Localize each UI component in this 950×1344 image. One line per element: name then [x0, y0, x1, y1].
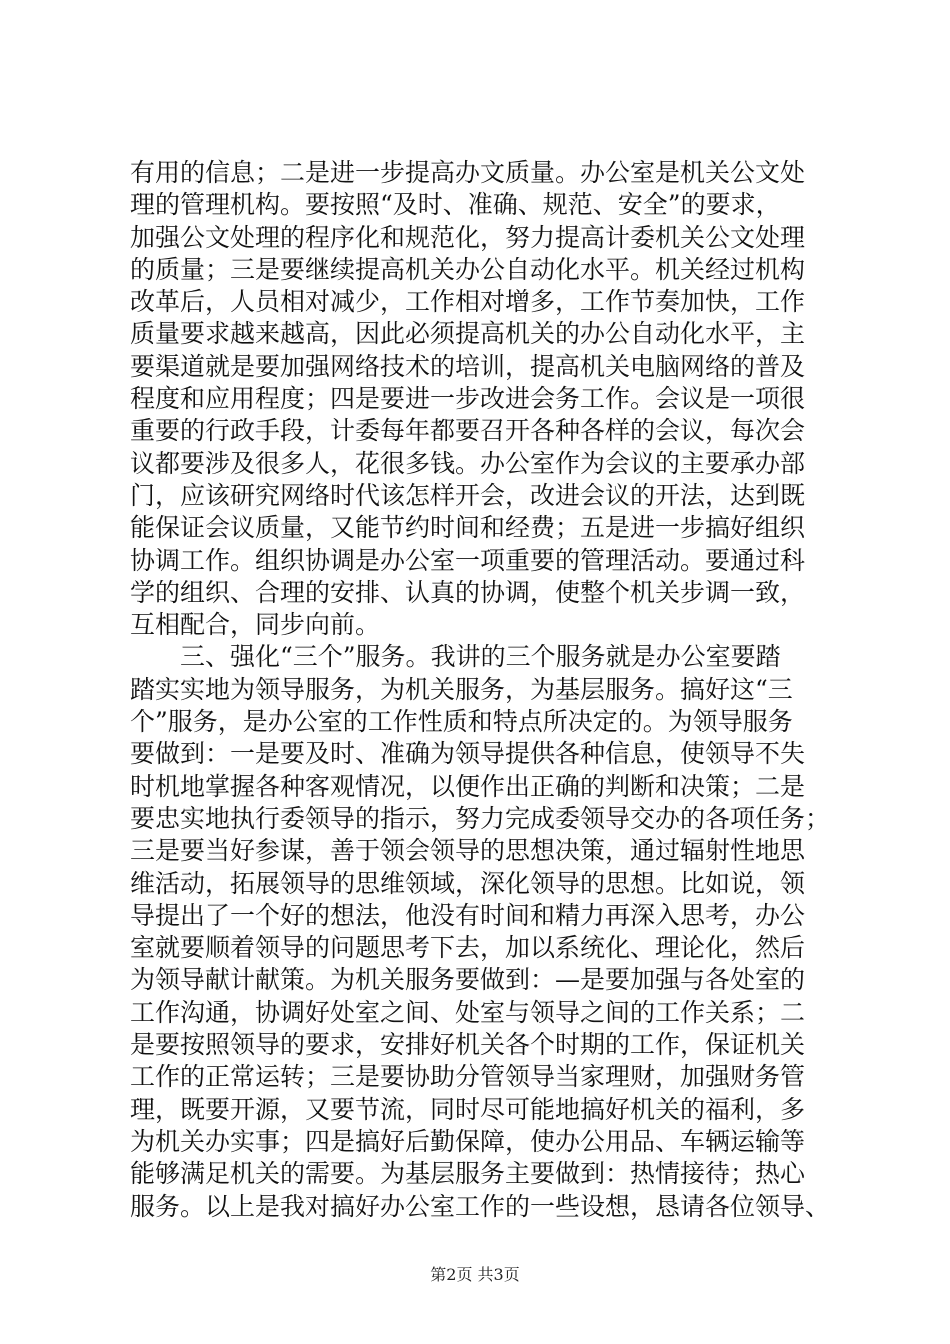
text-line: 学的组织、合理的安排、认真的协调，使整个机关步调一致， [130, 577, 806, 607]
text-line: 议都要涉及很多人，花很多钱。办公室作为会议的主要承办部 [130, 448, 806, 478]
text-line: 门，应该研究网络时代该怎样开会，改进会议的开法，达到既 [130, 480, 806, 510]
text-line: 为机关办实事；四是搞好后勤保障，使办公用品、车辆运输等 [130, 1126, 806, 1156]
page-footer: 第2页 共3页 [430, 1265, 520, 1284]
text-line: 为领导献计献策。为机关服务要做到：—是要加强与各处室的 [130, 965, 806, 995]
text-line: 三是要当好参谋，善于领会领导的思想决策，通过辐射性地思 [130, 836, 806, 866]
text-line: 能保证会议质量，又能节约时间和经费；五是进一步搞好组织 [130, 513, 806, 543]
text-line: 踏实实地为领导服务，为机关服务，为基层服务。搞好这“三 [130, 674, 793, 704]
text-line: 工作的正常运转；三是要协助分管领导当家理财，加强财务管 [130, 1062, 806, 1092]
text-line: 时机地掌握各种客观情况，以便作出正确的判断和决策；二是 [130, 771, 806, 801]
text-line: 互相配合，同步向前。 [130, 610, 381, 640]
body-text [130, 157, 830, 1223]
text-line: 要渠道就是要加强网络技术的培训，提高机关电脑网络的普及 [130, 351, 806, 381]
text-line: 三、强化“三个”服务。我讲的三个服务就是办公室要踏 [130, 642, 781, 672]
text-line: 的质量；三是要继续提高机关办公自动化水平。机关经过机构 [130, 254, 806, 284]
text-line: 加强公文处理的程序化和规范化，努力提高计委机关公文处理 [130, 222, 806, 252]
text-line: 有用的信息；二是进一步提高办文质量。办公室是机关公文处 [130, 158, 806, 187]
text-line: 维活动，拓展领导的思维领域，深化领导的思想。比如说，领 [130, 868, 806, 898]
text-line: 要忠实地执行委领导的指示，努力完成委领导交办的各项任务； [130, 803, 831, 833]
text-line: 是要按照领导的要求，安排好机关各个时期的工作，保证机关 [130, 1030, 806, 1060]
text-line: 理的管理机构。要按照“及时、准确、规范、安全”的要求， [130, 190, 781, 220]
text-line: 要做到：一是要及时、准确为领导提供各种信息，使领导不失 [130, 739, 806, 769]
text-line: 质量要求越来越高，因此必须提高机关的办公自动化水平，主 [130, 319, 806, 349]
text-line: 服务。以上是我对搞好办公室工作的一些设想，恳请各位领导、 [130, 1191, 831, 1221]
text-line: 协调工作。组织协调是办公室一项重要的管理活动。要通过科 [130, 545, 806, 575]
text-line: 室就要顺着领导的问题思考下去，加以系统化、理论化，然后 [130, 933, 806, 963]
text-line: 能够满足机关的需要。为基层服务主要做到：热情接待；热心 [130, 1159, 806, 1189]
text-line: 重要的行政手段，计委每年都要召开各种各样的会议，每次会 [130, 416, 806, 446]
text-line: 导提出了一个好的想法，他没有时间和精力再深入思考，办公 [130, 900, 806, 930]
text-line: 工作沟通，协调好处室之间、处室与领导之间的工作关系；二 [130, 997, 806, 1027]
text-line: 理，既要开源，又要节流，同时尽可能地搞好机关的福利，多 [130, 1094, 806, 1124]
text-line: 改革后，人员相对减少，工作相对增多，工作节奏加快，工作 [130, 287, 806, 317]
text-line: 程度和应用程度；四是要进一步改进会务工作。会议是一项很 [130, 384, 806, 414]
text-line: 个”服务，是办公室的工作性质和特点所决定的。为领导服务 [130, 707, 793, 737]
